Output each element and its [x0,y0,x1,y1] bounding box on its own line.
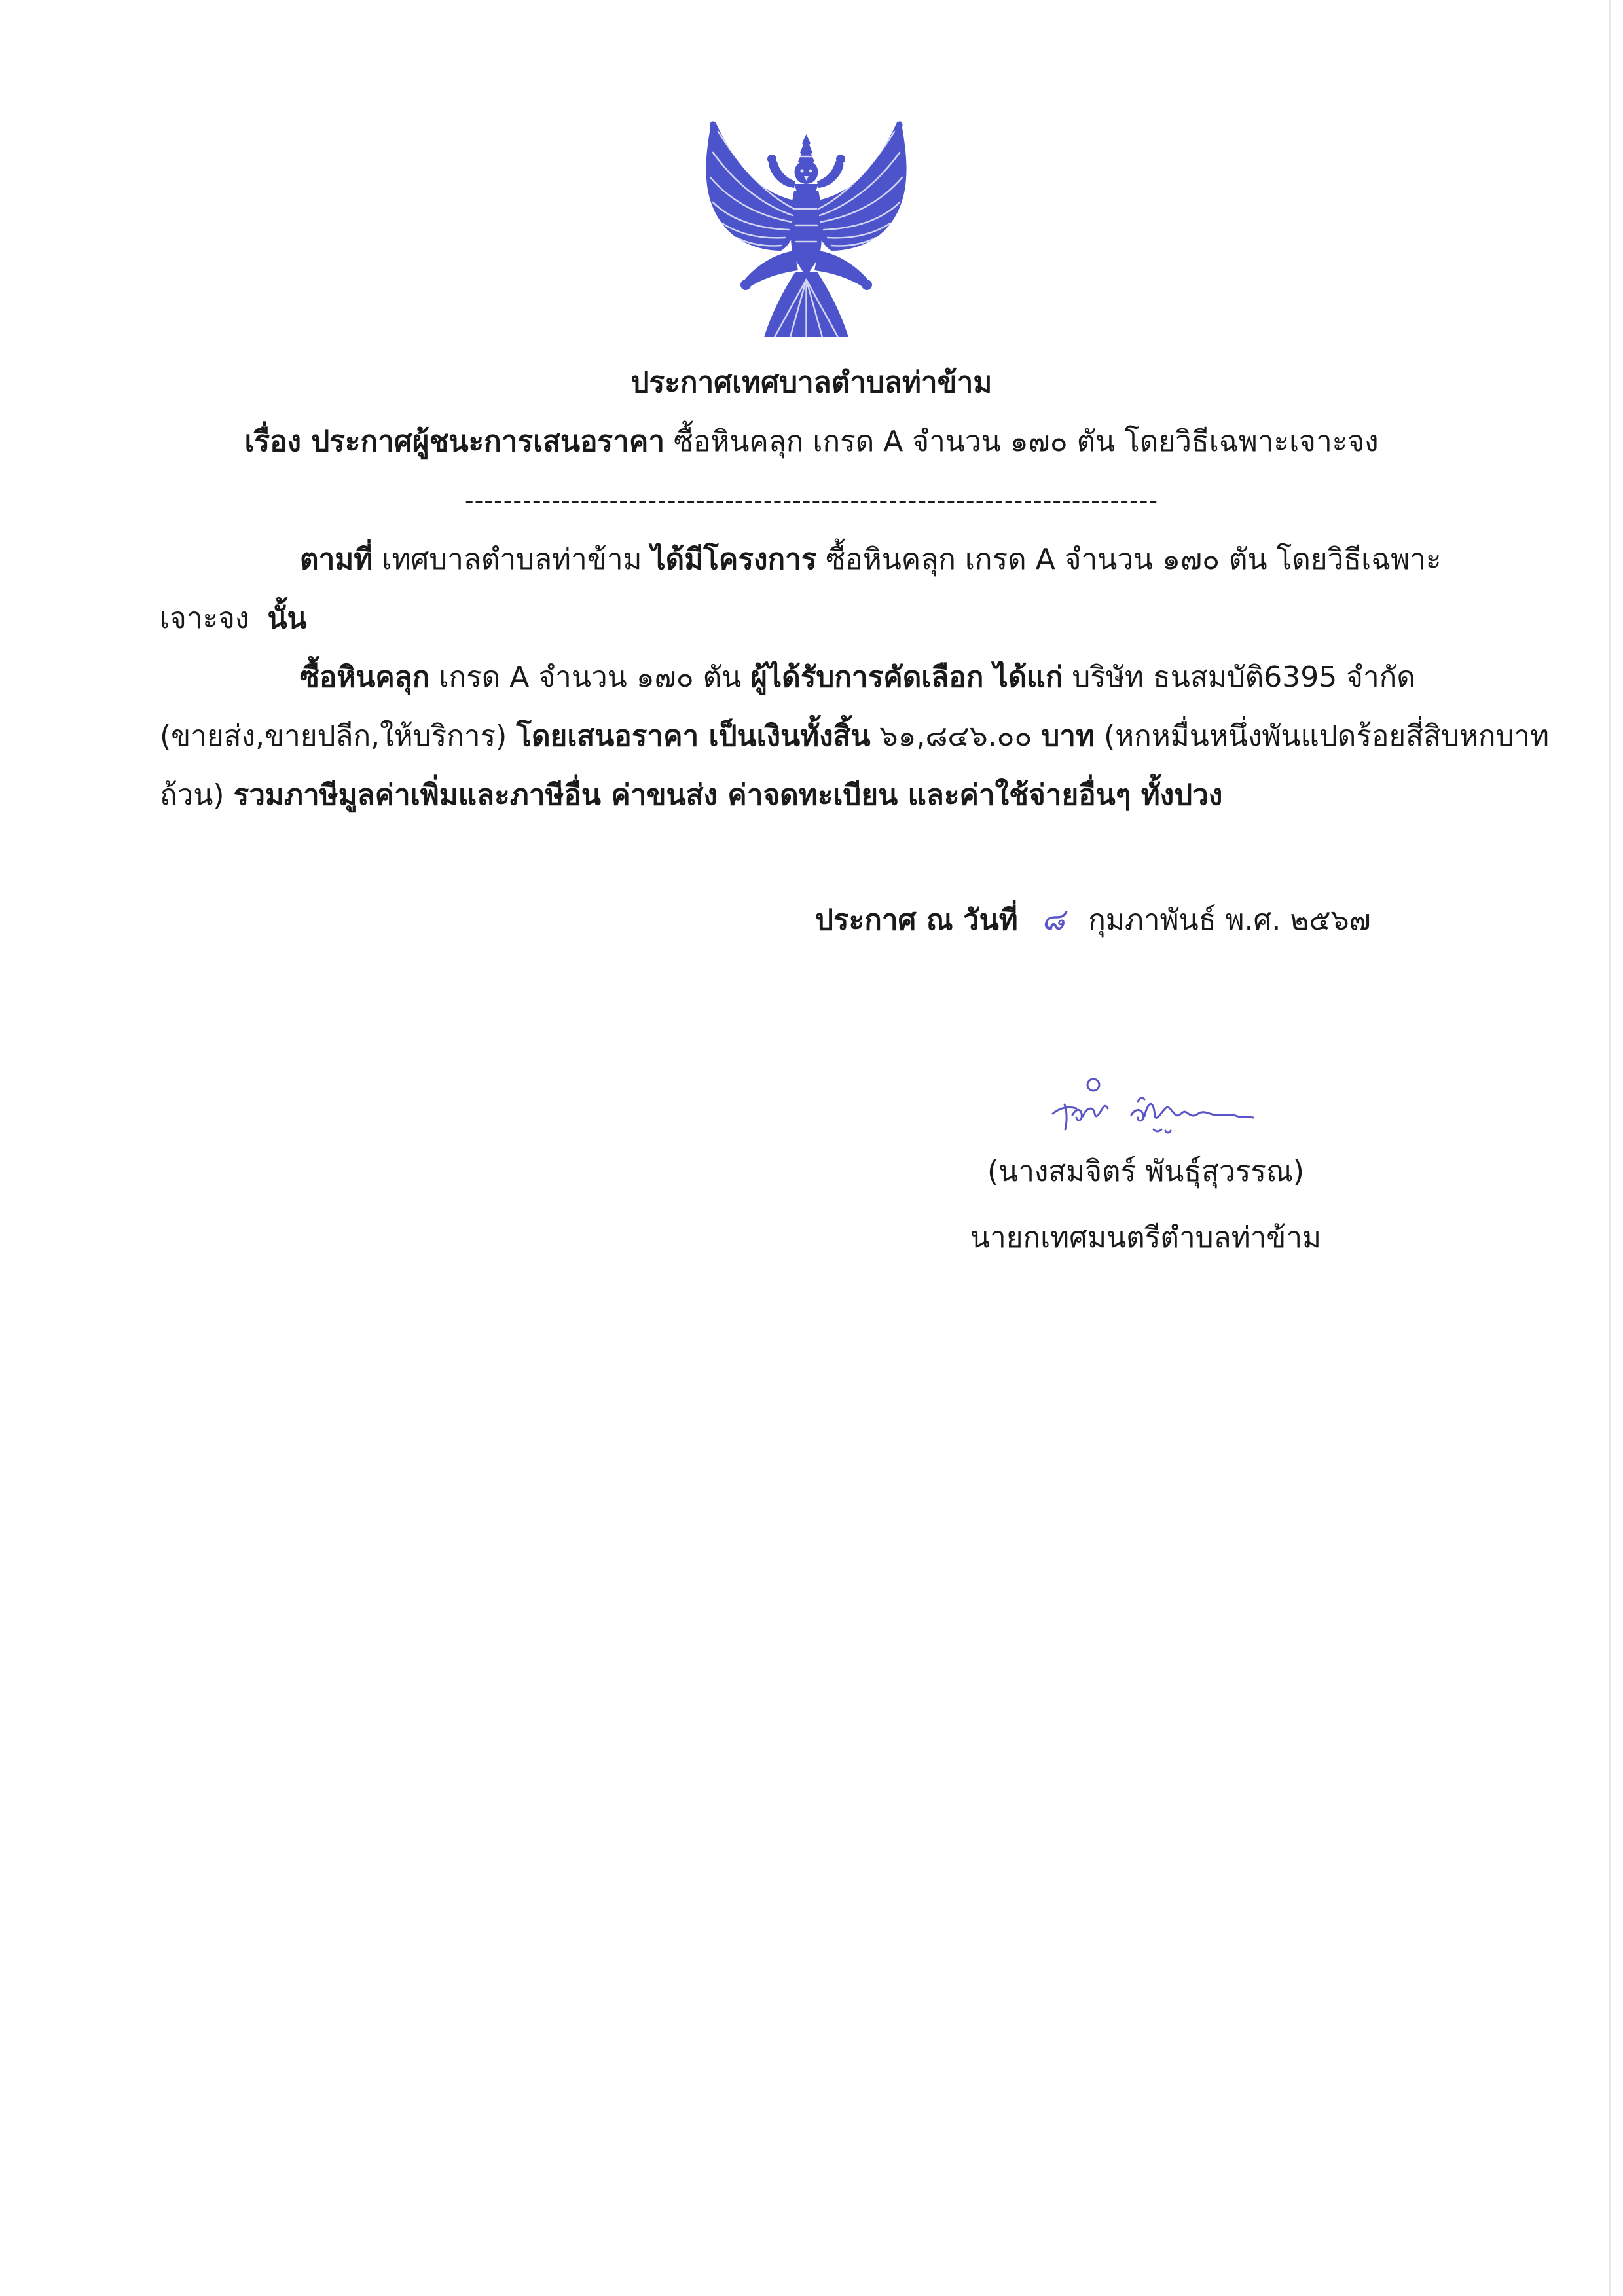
handwritten-day: ๘ [1041,902,1065,937]
separator-line: ------------------------------------------------------------------------ [464,486,1159,515]
paragraph-text: เจาะจง [160,602,249,635]
signatory-block [956,1074,1336,1267]
signature-icon [1041,1074,1270,1140]
price-amount: ๖๑,๘๔๖.๐๐ [879,720,1032,753]
announcement-subject [0,412,1623,471]
paragraph-text: นั้น [267,602,307,635]
announcement-date [0,890,1623,950]
subject-text: ซื้อหินคลุก เกรด A จำนวน ๑๗๐ ตัน โดยวิธีเฉพาะเจาะจง [674,425,1379,458]
paragraph-text: ตามที่ [300,543,373,576]
paragraph-text: ผู้ได้รับการคัดเลือก ได้แก่ [750,661,1063,694]
paragraph-2-line-1 [0,648,1623,707]
date-label: ประกาศ ณ วันที่ [815,903,1018,937]
emblem-wing-left [706,121,798,251]
paragraph-1-line-1 [0,530,1623,589]
emblem-wing-right [814,121,907,251]
paragraph-2-line-2 [0,707,1623,766]
date-month-year: กุมภาพันธ์ พ.ศ. ๒๕๖๗ [1088,903,1371,937]
paragraph-text: โดยเสนอราคา เป็นเงินทั้งสิ้น [516,720,871,753]
paragraph-text: เทศบาลตำบลท่าข้าม [382,543,642,576]
emblem-arm-left [769,160,795,188]
paragraph-text: รวมภาษีมูลค่าเพิ่มและภาษีอื่น ค่าขนส่ง ค่าจดทะเบียน และค่าใช้จ่ายอื่นๆ ทั้งปวง [233,778,1223,812]
emblem-arm-right [817,160,843,188]
paragraph-text: ถ้วน) [160,778,225,812]
paragraph-text: (ขายส่ง,ขายปลีก,ให้บริการ) [160,720,507,753]
paragraph-1-line-2 [0,589,1623,648]
signatory-position: นายกเทศมนตรีตำบลท่าข้าม [970,1221,1322,1254]
paragraph-2-line-3 [0,766,1623,825]
announcement-title: ประกาศเทศบาลตำบลท่าข้าม [630,366,993,399]
paragraph-text: ได้มีโครงการ [651,543,817,576]
paragraph-text: บาท [1041,720,1095,753]
subject-label: เรื่อง ประกาศผู้ชนะการเสนอราคา [244,425,665,458]
paragraph-text: เกรด A จำนวน ๑๗๐ ตัน [439,661,742,694]
garuda-emblem [702,117,910,339]
signatory-name: (นางสมจิตร์ พันธุ์สุวรรณ) [987,1155,1305,1188]
paragraph-text: บริษัท ธนสมบัติ6395 จำกัด [1072,661,1415,694]
announcement-content [0,354,1623,1267]
paragraph-text: ซื้อหินคลุก เกรด A จำนวน ๑๗๐ ตัน โดยวิธีเฉพาะ [826,543,1442,576]
paragraph-text: ซื้อหินคลุก [300,661,430,694]
garuda-emblem-icon [702,117,910,339]
emblem-crown [798,134,814,162]
paragraph-text: (หกหมื่นหนึ่งพันแปดร้อยสี่สิบหกบาท [1103,720,1550,753]
handwritten-signature [956,1074,1336,1142]
